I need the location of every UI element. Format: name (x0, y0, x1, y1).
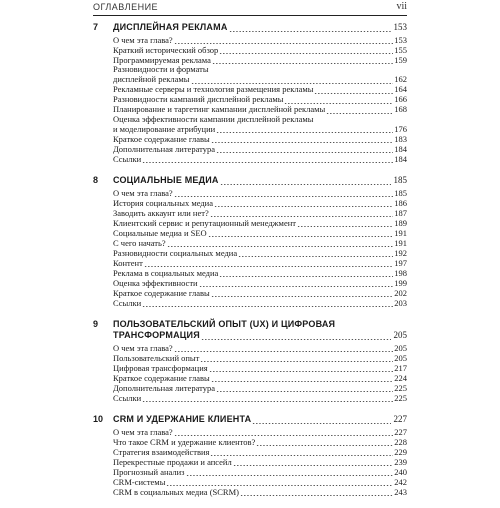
toc-entry[interactable] (113, 258, 407, 268)
dot-leader (208, 228, 394, 238)
entry-page: 191 (394, 227, 407, 238)
entry-page: 229 (394, 446, 407, 457)
dot-leader (142, 393, 393, 403)
entry-page: 240 (394, 466, 407, 477)
toc-entry[interactable] (113, 298, 407, 308)
dot-leader (174, 188, 394, 198)
chapter-heading[interactable] (93, 319, 407, 341)
chapter-heading[interactable] (93, 175, 407, 186)
entry-page: 164 (394, 84, 407, 94)
page-number: vii (396, 1, 407, 12)
entry-page: 197 (394, 257, 407, 268)
entry-page: 202 (394, 287, 407, 298)
entry-title: CRM в социальных медиа (SCRM) (113, 486, 239, 497)
toc-entry[interactable] (113, 467, 407, 477)
entry-page: 185 (394, 187, 407, 198)
chapter-block (93, 319, 407, 403)
toc-entry[interactable] (113, 363, 407, 373)
chapter-number: 9 (93, 319, 99, 329)
dot-leader (174, 35, 394, 45)
entry-page: 224 (394, 372, 407, 383)
dot-leader (216, 124, 393, 134)
entry-page: 155 (394, 44, 407, 55)
entry-page: 189 (394, 217, 407, 228)
dot-leader (238, 248, 393, 258)
dot-leader (191, 75, 394, 85)
entry-title: О чем эта глава? (113, 342, 173, 353)
dot-leader (142, 154, 393, 164)
entry-page: 162 (394, 74, 407, 84)
dot-leader (200, 353, 393, 363)
chapter-block (93, 175, 407, 308)
toc-entry[interactable] (113, 278, 407, 288)
dot-leader (142, 298, 393, 308)
entry-title: Ссылки (113, 392, 142, 403)
entry-page: 225 (394, 392, 407, 403)
toc-entry[interactable] (113, 343, 407, 353)
dot-leader (216, 144, 393, 154)
toc-entry[interactable] (113, 218, 407, 228)
entry-page: 184 (394, 143, 407, 154)
dot-leader (186, 467, 394, 477)
dot-leader (144, 258, 393, 268)
entry-title: Пользовательский опыт (113, 352, 200, 363)
entry-page: 225 (394, 382, 407, 393)
entry-title: CRM-системы (113, 476, 166, 487)
entry-page: 243 (394, 486, 407, 497)
entry-title: С чего начать? (113, 237, 166, 248)
entry-page: 168 (394, 104, 407, 114)
table-of-contents (93, 22, 407, 508)
chapter-block (93, 22, 407, 164)
entry-title-continued: и моделирование атрибуции (113, 123, 216, 134)
entry-page: 198 (394, 267, 407, 278)
running-header (93, 2, 407, 16)
toc-entry[interactable] (113, 268, 407, 278)
entry-page: 227 (394, 426, 407, 437)
dot-leader (211, 134, 394, 144)
entry-page: 191 (394, 237, 407, 248)
toc-entry[interactable] (113, 457, 407, 467)
toc-entry[interactable] (113, 208, 407, 218)
entry-title: Оценка эффективности (113, 277, 198, 288)
dot-leader (209, 363, 394, 373)
entry-title: Рекламные серверы и технология размещения рекламы (113, 84, 314, 94)
entry-page: 242 (394, 476, 407, 487)
chapter-title: ПОЛЬЗОВАТЕЛЬСКИЙ ОПЫТ (UX) И ЦИФРОВАЯ (113, 319, 336, 329)
chapter-page: 227 (393, 414, 407, 424)
toc-entry[interactable] (113, 447, 407, 457)
entry-title: Разновидности социальных медиа (113, 247, 238, 258)
entry-title: Клиентский сервис и репутационный менеджмент (113, 217, 296, 228)
dot-leader (326, 105, 393, 115)
dot-leader (216, 383, 393, 393)
toc-entry[interactable] (113, 427, 407, 437)
toc-entry[interactable] (113, 383, 407, 393)
chapter-number: 8 (93, 175, 99, 185)
toc-entry[interactable] (113, 477, 407, 487)
chapter-title: CRM И УДЕРЖАНИЕ КЛИЕНТА (113, 414, 252, 424)
entry-title: О чем эта глава? (113, 426, 173, 437)
toc-entry[interactable] (113, 85, 407, 95)
toc-entry[interactable] (113, 134, 407, 144)
entry-page: 192 (394, 247, 407, 258)
dot-leader (201, 331, 391, 341)
entry-title: О чем эта глава? (113, 34, 173, 45)
toc-entry[interactable] (113, 198, 407, 208)
entry-title-continued: дисплейной рекламы (113, 74, 190, 84)
chapter-page: 205 (393, 330, 407, 340)
entry-page: 205 (394, 342, 407, 353)
chapter-number: 10 (93, 414, 104, 424)
running-title: ОГЛАВЛЕНИЕ (93, 2, 159, 12)
toc-entry[interactable] (113, 288, 407, 298)
dot-leader (214, 198, 393, 208)
dot-leader (284, 95, 393, 105)
dot-leader (174, 427, 394, 437)
entry-title: Контент (113, 257, 143, 268)
entry-title: Дополнительная литература (113, 143, 215, 154)
dot-leader (210, 208, 394, 218)
entry-page: 159 (394, 54, 407, 65)
dot-leader (240, 487, 393, 497)
dot-leader (219, 268, 393, 278)
chapter-title-continued: ТРАНСФОРМАЦИЯ (113, 330, 200, 340)
entry-title: Заводить аккаунт или нет? (113, 207, 209, 218)
entry-title: Дополнительная литература (113, 382, 215, 393)
toc-entry[interactable] (113, 487, 407, 497)
entry-title: Что такое CRM и удержание клиентов? (113, 436, 256, 447)
dot-leader (212, 55, 393, 65)
entry-page: 217 (394, 362, 407, 373)
entry-page: 166 (394, 94, 407, 104)
entry-page: 203 (394, 297, 407, 308)
entry-title: История социальных медиа (113, 197, 214, 208)
entry-page: 183 (394, 133, 407, 144)
dot-leader (174, 343, 394, 353)
toc-entry[interactable] (113, 188, 407, 198)
dot-leader (229, 23, 391, 33)
entry-title: Прогнозный анализ (113, 466, 185, 477)
chapter-number: 7 (93, 22, 99, 32)
entry-page: 205 (394, 352, 407, 363)
chapter-title: ДИСПЛЕЙНАЯ РЕКЛАМА (113, 22, 228, 32)
entry-title: Планирование и таргетинг кампании дисплейной рекламы (113, 104, 326, 114)
entry-title: Программируемая реклама (113, 54, 211, 65)
toc-entry[interactable] (113, 248, 407, 258)
chapter-block (93, 414, 407, 497)
entry-page: 186 (394, 197, 407, 208)
toc-entry[interactable] (113, 115, 407, 135)
chapter-heading[interactable] (93, 414, 407, 425)
toc-entry[interactable] (113, 105, 407, 115)
chapter-heading[interactable] (93, 22, 407, 33)
dot-leader (211, 373, 394, 383)
entry-title: Реклама в социальных медиа (113, 267, 219, 278)
entry-title: Ссылки (113, 153, 142, 164)
dot-leader (220, 176, 391, 186)
entry-page: 176 (394, 123, 407, 134)
entry-title: Разновидности кампаний дисплейной рекламы (113, 94, 284, 104)
entry-page: 199 (394, 277, 407, 288)
entry-page: 187 (394, 207, 407, 218)
dot-leader (256, 437, 393, 447)
toc-entry[interactable] (113, 393, 407, 403)
dot-leader (167, 238, 394, 248)
chapter-page: 153 (393, 22, 407, 32)
dot-leader (297, 218, 393, 228)
entry-title: Разновидности и форматы (113, 64, 209, 74)
toc-entry[interactable] (113, 353, 407, 363)
entry-title: Краткий исторический обзор (113, 44, 219, 55)
dot-leader (210, 447, 393, 457)
dot-leader (252, 415, 390, 425)
dot-leader (219, 45, 393, 55)
entry-title: Стратегия взаимодействия (113, 446, 210, 457)
toc-entry[interactable] (113, 154, 407, 164)
toc-entry[interactable] (113, 238, 407, 248)
toc-entry[interactable] (113, 35, 407, 45)
toc-entry[interactable] (113, 144, 407, 154)
dot-leader (314, 85, 393, 95)
entry-title: Ссылки (113, 297, 142, 308)
toc-entry[interactable] (113, 228, 407, 238)
entry-title: Краткое содержание главы (113, 133, 210, 144)
entry-page: 184 (394, 153, 407, 164)
chapter-title: СОЦИАЛЬНЫЕ МЕДИА (113, 175, 219, 185)
toc-entry[interactable] (113, 45, 407, 55)
entry-title: Цифровая трансформация (113, 362, 208, 373)
dot-leader (166, 477, 393, 487)
toc-entry[interactable] (113, 373, 407, 383)
entry-page: 228 (394, 436, 407, 447)
dot-leader (233, 457, 394, 467)
toc-entry[interactable] (113, 65, 407, 85)
entry-title: О чем эта глава? (113, 187, 173, 198)
chapter-page: 185 (393, 175, 407, 185)
entry-title: Краткое содержание главы (113, 372, 210, 383)
entry-title: Перекрестные продажи и апсейл (113, 456, 232, 467)
toc-entry[interactable] (113, 95, 407, 105)
entry-title: Социальные медиа и SEO (113, 227, 207, 238)
dot-leader (199, 278, 394, 288)
entry-page: 153 (394, 34, 407, 45)
entry-title: Краткое содержание главы (113, 287, 210, 298)
toc-entry[interactable] (113, 437, 407, 447)
dot-leader (211, 288, 394, 298)
entry-page: 239 (394, 456, 407, 467)
entry-title: Оценка эффективности кампании дисплейной рекламы (113, 113, 314, 124)
